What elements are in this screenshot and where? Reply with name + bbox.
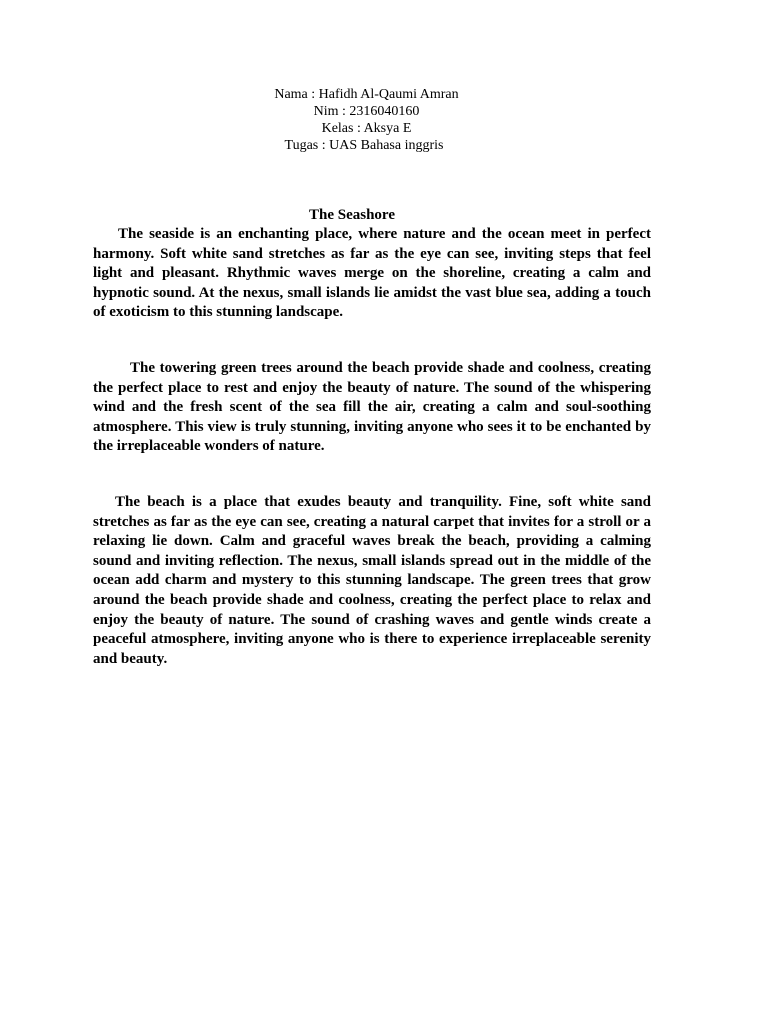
paragraph-2 bbox=[93, 359, 651, 457]
paragraph-text: The beach is a place that exudes beauty and tranquility. Fine, soft white sand stretches as far as the eye can see, creating a natural carpet that invites for a stroll or a relaxing lie down. Calm and graceful waves break the beach, providing a calming sound and inviting reflection. The nexus, small islands spread out in the middle of the ocean add charm and mystery to this stunning landscape. The green trees that grow around the beach provide shade and coolness, creating the perfect place to relax and enjoy the beauty of nature. The sound of crashing waves and gentle winds create a peaceful atmosphere, inviting anyone who is there to experience irreplaceable serenity and beauty. bbox=[93, 494, 651, 667]
student-info-header bbox=[0, 86, 768, 154]
student-id: Nim : 2316040160 bbox=[313, 104, 420, 119]
student-name: Nama : Hafidh Al-Qaumi Amran bbox=[274, 87, 459, 102]
paragraph-3 bbox=[93, 493, 651, 669]
paragraph-text: The towering green trees around the beach provide shade and coolness, creating the perfect place to rest and enjoy the beauty of nature. The sound of the whispering wind and the fresh scent of the sea fill the air, creating a calm and soul-soothing atmosphere. This view is truly stunning, inviting anyone who sees it to be enchanted by the irreplaceable wonders of nature. bbox=[93, 360, 651, 455]
assignment-label: Tugas : UAS Bahasa inggris bbox=[284, 138, 444, 153]
student-class: Kelas : Aksya E bbox=[321, 121, 412, 136]
paragraph-1 bbox=[93, 225, 651, 323]
paragraph-text: The seaside is an enchanting place, where nature and the ocean meet in perfect harmony. Soft white sand stretches as far as the eye can see, inviting steps that feel light and pleasant. Rhythmic waves merge on the shoreline, creating a calm and hypnotic sound. At the nexus, small islands lie amidst the vast blue sea, adding a touch of exoticism to this stunning landscape. bbox=[93, 226, 651, 321]
document-title: The Seashore bbox=[309, 207, 395, 223]
